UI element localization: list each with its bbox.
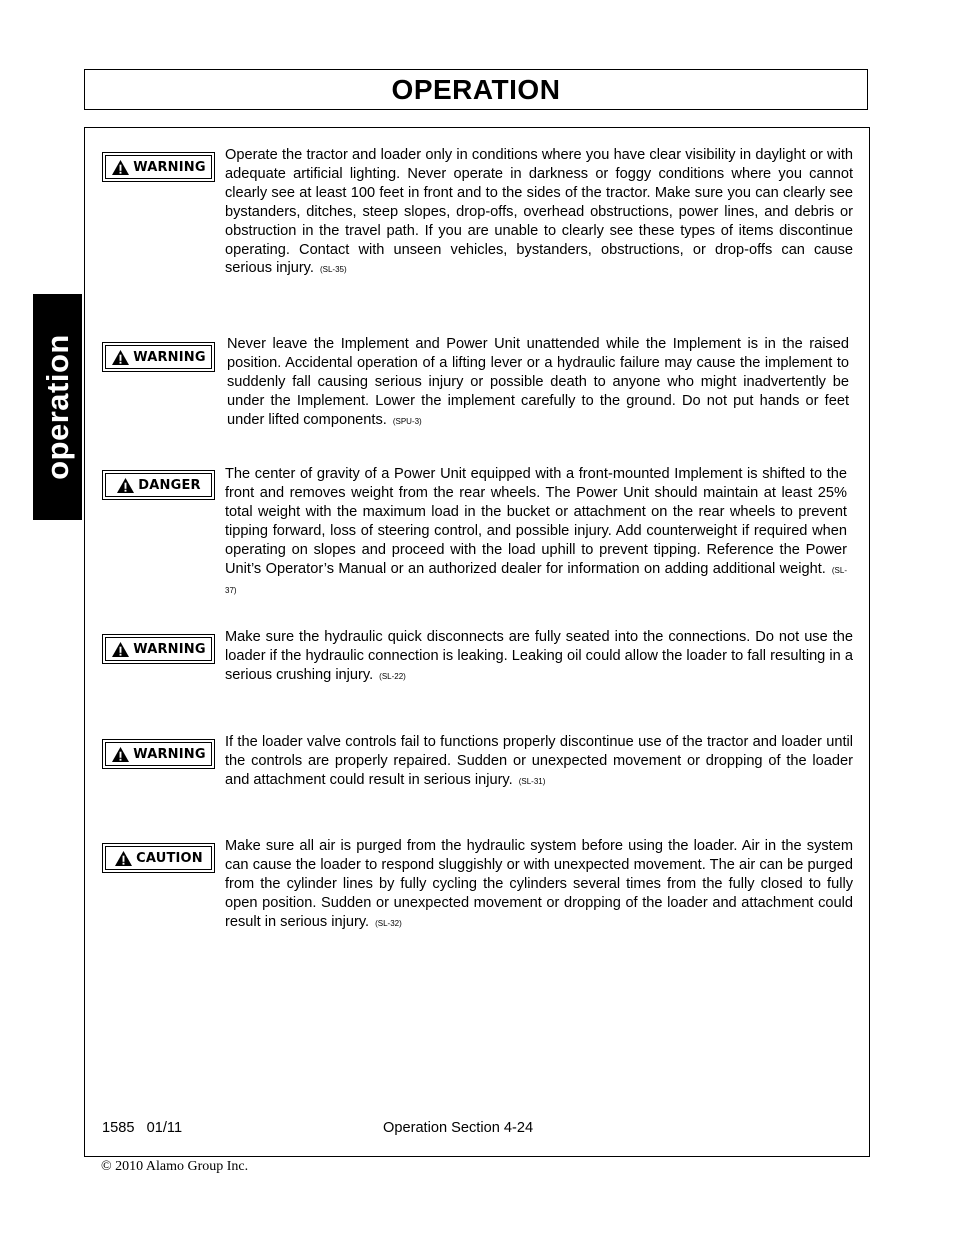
page-header (84, 69, 868, 110)
footer-model-date: 1585 01/11 (102, 1120, 183, 1136)
notice-text: If the loader valve controls fail to functions properly discontinue use of the tractor and loader until the controls are properly repaired. Sudden or unexpected movement or dropping of the loader and attachment could result in serious injury. (SL-31) (225, 734, 853, 788)
badge-label: WARNING (133, 349, 206, 365)
alert-triangle-icon (111, 746, 130, 763)
content-frame (84, 127, 870, 1157)
badge-label: WARNING (133, 159, 206, 175)
notice-text: Operate the tractor and loader only in conditions where you have clear visibility in daylight or with adequate artificial lighting. Never operate in darkness or foggy conditions where you cannot clearly see at least 100 feet in front and to the sides of the tractor. Make sure you can clearly see bystanders, ditches, steep slopes, drop-offs, overhead obstructions, power lines, and debris or obstruction in the travel path. If you are unable to clearly see these types of items discontinue operating. Contact with unseen vehicles, bystanders, obstructions, or drop-offs can cause serious injury. (SL-35) (225, 147, 853, 277)
side-tab-label: operation (39, 334, 75, 480)
alert-triangle-icon (111, 159, 130, 176)
reference-code: (SL-37) (225, 565, 847, 596)
section-side-tab (33, 294, 82, 520)
warning-badge (102, 342, 215, 372)
badge-label: WARNING (133, 746, 206, 762)
caution-badge (102, 843, 215, 873)
notice-text: Make sure all air is purged from the hydraulic system before using the loader. Air in the system can cause the loader to respond sluggishly or with unexpected movement. The air can be purged from the cylinder lines by fully cycling the cylinders several times from the fully closed to fully open position. Sudden or unexpected movement or dropping of the loader and attachment could result in serious injury. (SL-32) (225, 838, 853, 930)
alert-triangle-icon (116, 477, 135, 494)
badge-label: WARNING (133, 641, 206, 657)
reference-code: (SPU-3) (392, 416, 422, 426)
notice-text: The center of gravity of a Power Unit equipped with a front-mounted Implement is shifted to the front and removes weight from the rear wheels. The Power Unit should maintain at least 25% total weight with the maximum load in the bucket or attachment on the rear wheels to prevent tipping forward, loss of steering control, and possible injury. Add counterweight if required when operating on slopes and proceed with the load uphill to prevent tipping. Reference the Power Unit’s Operator’s Manual or an authorized dealer for information on adding additional weight. (SL-37) (225, 466, 847, 596)
warning-badge (102, 634, 215, 664)
alert-triangle-icon (114, 850, 133, 867)
badge-label: DANGER (138, 477, 201, 493)
warning-badge (102, 152, 215, 182)
footer-section-page: Operation Section 4-24 (383, 1120, 534, 1136)
warning-badge (102, 739, 215, 769)
copyright-notice: © 2010 Alamo Group Inc. (101, 1159, 249, 1174)
reference-code: (SL-31) (518, 776, 546, 786)
reference-code: (SL-35) (319, 265, 347, 275)
danger-badge (102, 470, 215, 500)
reference-code: (SL-32) (375, 918, 402, 928)
alert-triangle-icon (111, 349, 130, 366)
page-title: OPERATION (391, 73, 561, 105)
reference-code: (SL-22) (379, 671, 406, 681)
notice-text: Never leave the Implement and Power Unit unattended while the Implement is in the raised position. Accidental operation of a lifting lever or a hydraulic failure may cause the implement to suddenly fall causing serious injury or possible death to anyone who might inadvertently be under the Implement. Lower the implement carefully to the ground. Do not put hands or feet under lifted components. (SPU-3) (227, 336, 849, 428)
notice-text: Make sure the hydraulic quick disconnects are fully seated into the connections. Do not use the loader if the hydraulic connection is leaking. Leaking oil could allow the loader to fall resulting in a serious crushing injury. (SL-22) (225, 629, 853, 683)
badge-label: CAUTION (136, 850, 203, 866)
alert-triangle-icon (111, 641, 130, 658)
